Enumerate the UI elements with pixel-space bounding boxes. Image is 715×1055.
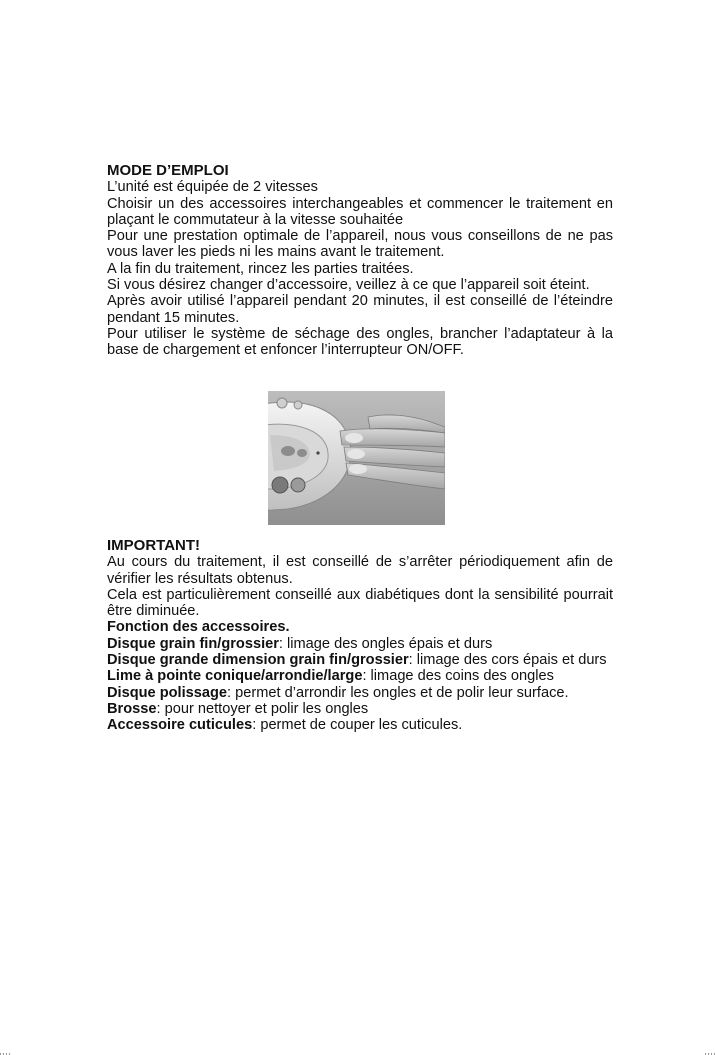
paragraph bbox=[107, 293, 613, 326]
text-run: : pour nettoyer et polir les ongles bbox=[156, 700, 369, 717]
paragraph bbox=[107, 636, 613, 652]
text-run: : limage des coins des ongles bbox=[362, 668, 554, 685]
important-heading: IMPORTANT! bbox=[107, 537, 201, 554]
important-section bbox=[107, 538, 613, 734]
bold-term: Brosse bbox=[107, 700, 157, 717]
paragraph bbox=[107, 619, 613, 635]
text-run: Pour utiliser le système de séchage des ongles, brancher l’adaptateur à la base de chargement et enfoncer l’interrupteur ON/OFF. bbox=[107, 325, 613, 359]
bold-term: Disque grande dimension grain fin/grossier bbox=[107, 652, 409, 669]
text-run: Au cours du traitement, il est conseillé de s’arrêter périodiquement afin de vérifier les résultats obtenus. bbox=[107, 554, 613, 587]
bold-term: Disque grain fin/grossier bbox=[107, 635, 279, 652]
important-body bbox=[107, 554, 613, 733]
text-run: : limage des cors épais et durs bbox=[408, 652, 607, 669]
paragraph bbox=[107, 701, 613, 717]
paragraph bbox=[107, 196, 613, 229]
paragraph bbox=[107, 685, 613, 701]
text-run: L’unité est équipée de 2 vitesses bbox=[107, 179, 318, 196]
device-hand-photo bbox=[268, 391, 445, 525]
text-run: : limage des ongles épais et durs bbox=[278, 635, 493, 652]
text-run: : permet de couper les cuticules. bbox=[252, 717, 463, 734]
device-hand-illustration bbox=[268, 391, 445, 525]
mode-emploi-section bbox=[107, 163, 613, 359]
text-run: Pour une prestation optimale de l’appareil, nous vous conseillons de ne pas vous laver les pieds ni les mains avant le traitement. bbox=[107, 228, 613, 261]
bold-term: Fonction des accessoires. bbox=[107, 619, 290, 636]
bold-term: Disque polissage bbox=[107, 684, 228, 701]
bold-term: Lime à pointe conique/arrondie/large bbox=[107, 668, 363, 685]
paragraph bbox=[107, 587, 613, 620]
mode-emploi-heading: MODE D’EMPLOI bbox=[107, 162, 229, 179]
paragraph bbox=[107, 554, 613, 587]
text-run: Cela est particulièrement conseillé aux diabétiques dont la sensibilité pourrait être diminuée. bbox=[107, 586, 613, 620]
paragraph bbox=[107, 179, 613, 195]
text-run: Choisir un des accessoires interchangeables et commencer le traitement en plaçant le commutateur à la vitesse souhaitée bbox=[107, 195, 613, 228]
paragraph bbox=[107, 277, 613, 293]
paragraph bbox=[107, 717, 613, 733]
paragraph bbox=[107, 326, 613, 359]
text-run: A la fin du traitement, rincez les parties traitées. bbox=[107, 260, 414, 277]
bold-term: Accessoire cuticules bbox=[107, 717, 253, 734]
paragraph bbox=[107, 668, 613, 684]
paragraph bbox=[107, 652, 613, 668]
text-run: Si vous désirez changer d’accessoire, veillez à ce que l’appareil soit éteint. bbox=[107, 277, 590, 294]
mode-emploi-body bbox=[107, 179, 613, 358]
paragraph bbox=[107, 261, 613, 277]
paragraph bbox=[107, 228, 613, 261]
crop-marks bbox=[0, 1049, 715, 1055]
text-run: Après avoir utilisé l’appareil pendant 20 minutes, il est conseillé de l’éteindre pendant 15 minutes. bbox=[107, 293, 613, 326]
text-run: : permet d’arrondir les ongles et de polir leur surface. bbox=[227, 684, 569, 701]
